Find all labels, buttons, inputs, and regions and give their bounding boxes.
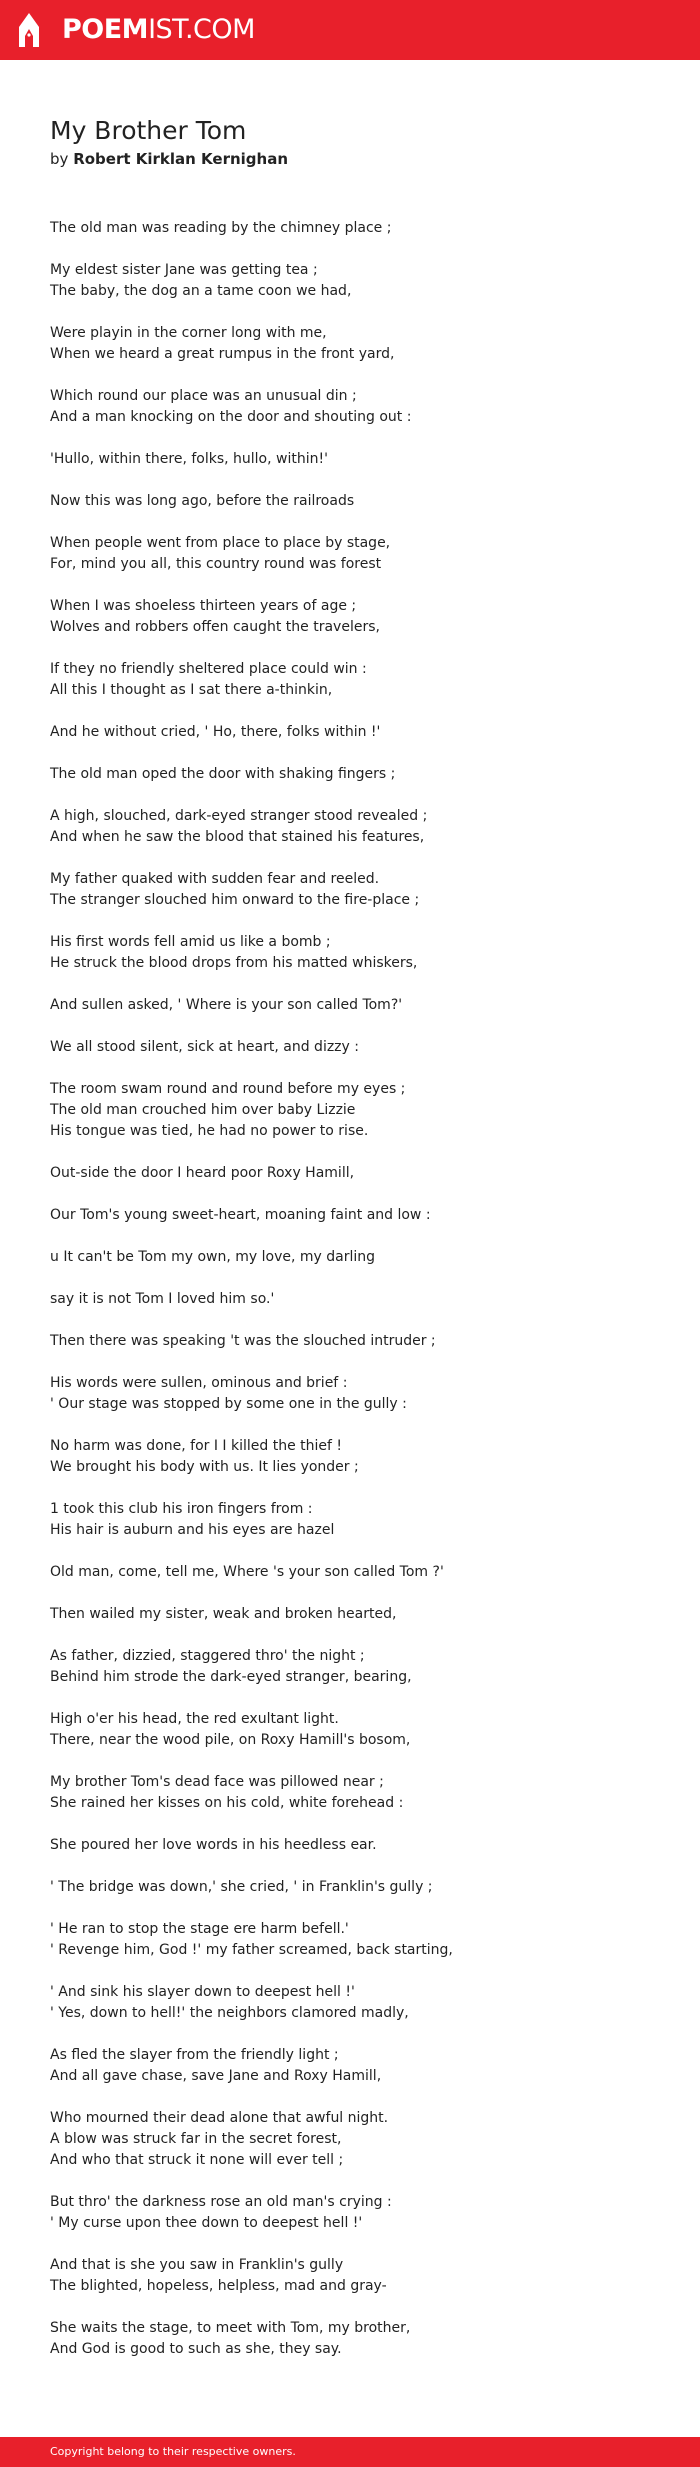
poem-stanza xyxy=(50,1436,650,1478)
poem-line: ' Yes, down to hell!' the neighbors clamored madly, xyxy=(50,2005,409,2021)
poem-line: 1 took this club his iron fingers from : xyxy=(50,1501,313,1517)
poem-stanza xyxy=(50,1499,650,1541)
poem-line: When we heard a great rumpus in the front yard, xyxy=(50,346,395,362)
poem-title: My Brother Tom xyxy=(50,116,247,145)
poem-line: ' He ran to stop the stage ere harm befell.' xyxy=(50,1921,349,1937)
poem-stanza xyxy=(50,806,650,848)
poem-line: No harm was done, for I I killed the thief ! xyxy=(50,1438,343,1454)
poem-line: There, near the wood pile, on Roxy Hamill's bosom, xyxy=(50,1732,411,1748)
poem-line: Then there was speaking 't was the slouched intruder ; xyxy=(50,1333,436,1349)
poem-line: His first words fell amid us like a bomb ; xyxy=(50,934,331,950)
poem-line: u It can't be Tom my own, my love, my darling xyxy=(50,1249,376,1265)
poem-stanza xyxy=(50,1037,650,1058)
poem-line: And he without cried, ' Ho, there, folks within !' xyxy=(50,724,381,740)
poem-line: Our Tom's young sweet-heart, moaning faint and low : xyxy=(50,1207,431,1223)
pen-nib-icon[interactable] xyxy=(17,12,41,48)
poem-line: And that is she you saw in Franklin's gully xyxy=(50,2257,344,2273)
poem-line: His words were sullen, ominous and brief : xyxy=(50,1375,348,1391)
copyright-notice: Copyright belong to their respective owners. xyxy=(50,2445,296,2458)
logo-light-text: IST.COM xyxy=(148,14,255,45)
poem-stanza xyxy=(50,1919,650,1961)
poem-stanza xyxy=(50,932,650,974)
poem-stanza xyxy=(50,1205,650,1226)
poem-stanza xyxy=(50,2192,650,2234)
poem-stanza xyxy=(50,1289,650,1310)
poem-line: ' My curse upon thee down to deepest hell !' xyxy=(50,2215,363,2231)
poem-line: ' Our stage was stopped by some one in the gully : xyxy=(50,1396,407,1412)
poem-line: Behind him strode the dark-eyed stranger, bearing, xyxy=(50,1669,412,1685)
poem-stanza xyxy=(50,1247,650,1268)
poem-line: Now this was long ago, before the railroads xyxy=(50,493,355,509)
poem-stanza xyxy=(50,449,650,470)
poem-line: Which round our place was an unusual din ; xyxy=(50,388,357,404)
poem-stanza xyxy=(50,1163,650,1184)
poem-stanza xyxy=(50,1646,650,1688)
poem-line: If they no friendly sheltered place could win : xyxy=(50,661,367,677)
poem-line: The blighted, hopeless, helpless, mad and gray- xyxy=(50,2278,387,2294)
poem-line: ' The bridge was down,' she cried, ' in Franklin's gully ; xyxy=(50,1879,433,1895)
site-header xyxy=(0,0,700,60)
poem-stanza xyxy=(50,323,650,365)
poem-line: A high, slouched, dark-eyed stranger stood revealed ; xyxy=(50,808,428,824)
poem-line: A blow was struck far in the secret forest, xyxy=(50,2131,342,2147)
poem-stanza xyxy=(50,1835,650,1856)
poem-stanza xyxy=(50,722,650,743)
poem-line: And God is good to such as she, they say. xyxy=(50,2341,342,2357)
poem-stanza xyxy=(50,1772,650,1814)
logo-bold-text: POEM xyxy=(62,14,149,45)
site-logo-link[interactable] xyxy=(62,14,255,46)
poem-line: And when he saw the blood that stained his features, xyxy=(50,829,425,845)
poem-stanza xyxy=(50,659,650,701)
poem-author: Robert Kirklan Kernighan xyxy=(73,150,289,168)
poem-stanza xyxy=(50,260,650,302)
poem-line: Who mourned their dead alone that awful night. xyxy=(50,2110,389,2126)
poem-stanza xyxy=(50,869,650,911)
poem-stanza xyxy=(50,1877,650,1898)
poem-stanza xyxy=(50,2255,650,2297)
poem-line: She waits the stage, to meet with Tom, my brother, xyxy=(50,2320,411,2336)
poem-stanza xyxy=(50,1982,650,2024)
poem-stanza xyxy=(50,1709,650,1751)
poem-line: My eldest sister Jane was getting tea ; xyxy=(50,262,318,278)
poem-line: She rained her kisses on his cold, white forehead : xyxy=(50,1795,404,1811)
poem-stanza xyxy=(50,2045,650,2087)
poem-stanza xyxy=(50,491,650,512)
poem-line: And sullen asked, ' Where is your son called Tom?' xyxy=(50,997,403,1013)
poem-line: As father, dizzied, staggered thro' the night ; xyxy=(50,1648,365,1664)
poem-line: When people went from place to place by stage, xyxy=(50,535,391,551)
poem-line: His tongue was tied, he had no power to rise. xyxy=(50,1123,369,1139)
poem-line: His hair is auburn and his eyes are hazel xyxy=(50,1522,335,1538)
poem-line: The old man was reading by the chimney place ; xyxy=(50,220,392,236)
poem-stanza xyxy=(50,596,650,638)
byline xyxy=(50,148,288,170)
poem-line: We brought his body with us. It lies yonder ; xyxy=(50,1459,359,1475)
poem-line: My father quaked with sudden fear and reeled. xyxy=(50,871,380,887)
poem-line: The baby, the dog an a tame coon we had, xyxy=(50,283,352,299)
poem-line: The old man oped the door with shaking fingers ; xyxy=(50,766,396,782)
poem-line: And a man knocking on the door and shouting out : xyxy=(50,409,412,425)
poem-line: My brother Tom's dead face was pillowed near ; xyxy=(50,1774,384,1790)
poem-stanza xyxy=(50,1604,650,1625)
poem-line: ' Revenge him, God !' my father screamed, back starting, xyxy=(50,1942,453,1958)
poem-stanza xyxy=(50,2318,650,2360)
poem-line: say it is not Tom I loved him so.' xyxy=(50,1291,275,1307)
poem-line: Old man, come, tell me, Where 's your son called Tom ?' xyxy=(50,1564,444,1580)
poem-line: And all gave chase, save Jane and Roxy Hamill, xyxy=(50,2068,382,2084)
poem-line: High o'er his head, the red exultant light. xyxy=(50,1711,339,1727)
poem-line: When I was shoeless thirteen years of age ; xyxy=(50,598,357,614)
poem-line: Wolves and robbers offen caught the travelers, xyxy=(50,619,380,635)
poem-line: The room swam round and round before my eyes ; xyxy=(50,1081,406,1097)
poem-line: Were playin in the corner long with me, xyxy=(50,325,327,341)
poem-line: The stranger slouched him onward to the fire-place ; xyxy=(50,892,420,908)
poem-stanza xyxy=(50,533,650,575)
poem-stanza xyxy=(50,1562,650,1583)
poem-line: He struck the blood drops from his matted whiskers, xyxy=(50,955,418,971)
poem-line: Then wailed my sister, weak and broken hearted, xyxy=(50,1606,397,1622)
poem-stanza xyxy=(50,2108,650,2171)
poem-stanza xyxy=(50,1079,650,1142)
poem-line: She poured her love words in his heedless ear. xyxy=(50,1837,377,1853)
poem-body xyxy=(50,218,650,2381)
poem-stanza xyxy=(50,386,650,428)
by-label: by xyxy=(50,150,69,168)
poem-line: Out-side the door I heard poor Roxy Hamill, xyxy=(50,1165,355,1181)
poem-line: All this I thought as I sat there a-thinkin, xyxy=(50,682,333,698)
poem-stanza xyxy=(50,218,650,239)
site-footer xyxy=(0,2437,700,2467)
poem-line: But thro' the darkness rose an old man's crying : xyxy=(50,2194,392,2210)
poem-stanza xyxy=(50,764,650,785)
poem-line: We all stood silent, sick at heart, and dizzy : xyxy=(50,1039,359,1055)
poem-line: ' And sink his slayer down to deepest hell !' xyxy=(50,1984,355,2000)
poem-line: The old man crouched him over baby Lizzie xyxy=(50,1102,356,1118)
poem-stanza xyxy=(50,1373,650,1415)
poem-line: 'Hullo, within there, folks, hullo, within!' xyxy=(50,451,328,467)
poem-line: As fled the slayer from the friendly light ; xyxy=(50,2047,339,2063)
poem-line: And who that struck it none will ever tell ; xyxy=(50,2152,344,2168)
poem-stanza xyxy=(50,995,650,1016)
poem-line: For, mind you all, this country round was forest xyxy=(50,556,382,572)
poem-stanza xyxy=(50,1331,650,1352)
